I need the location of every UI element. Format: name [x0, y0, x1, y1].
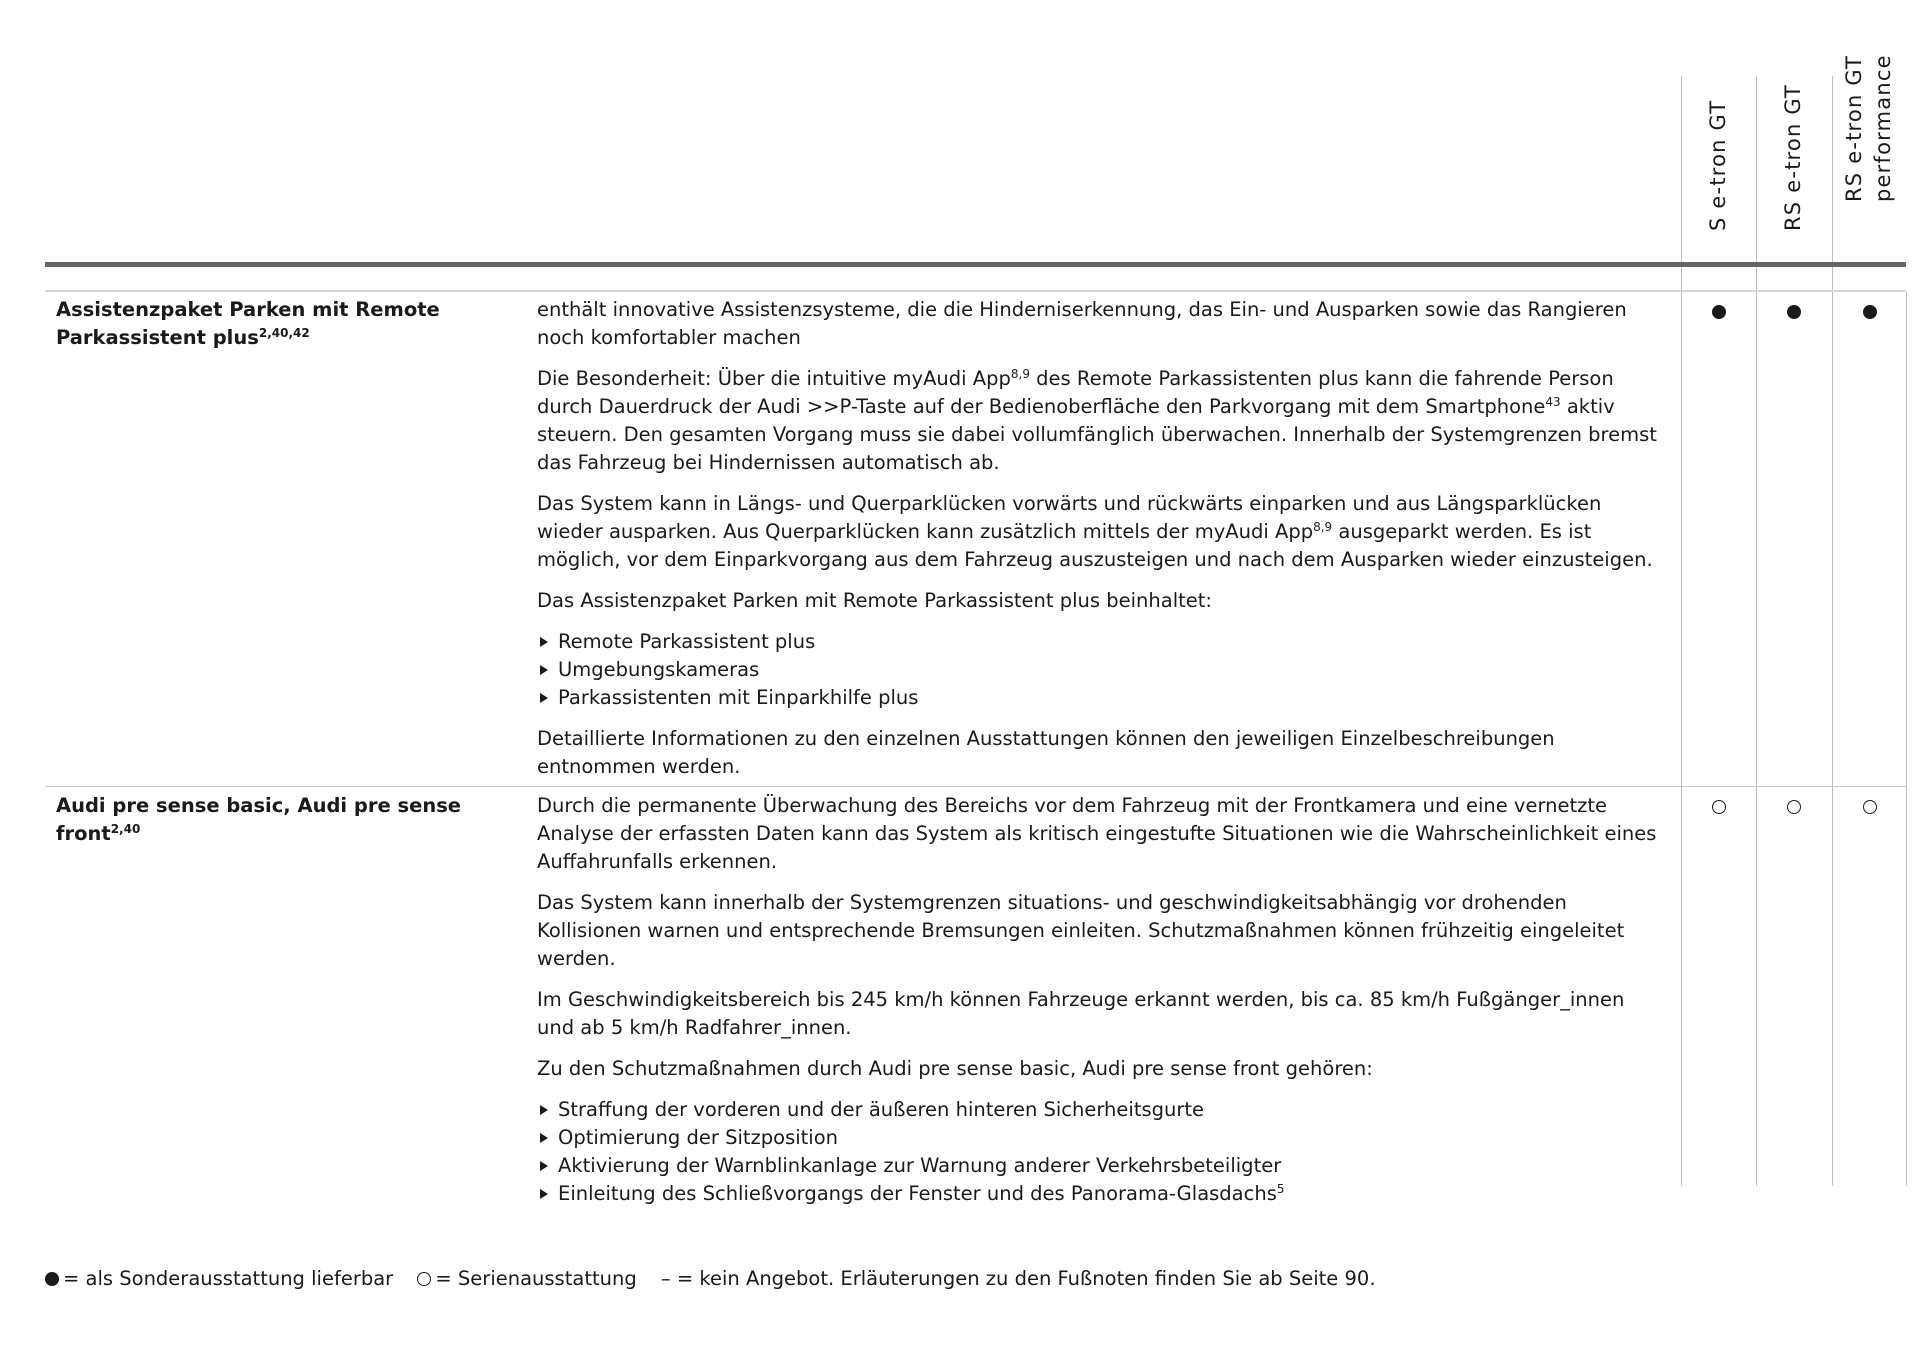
- paragraph: Das Assistenzpaket Parken mit Remote Parkassistent plus beinhaltet:: [537, 589, 1212, 612]
- availability-mark: [1863, 800, 1877, 814]
- column-divider: [1906, 292, 1907, 1186]
- list-item: Remote Parkassistent plus: [537, 628, 1662, 656]
- paragraph: Im Geschwindigkeitsbereich bis 245 km/h können Fahrzeuge erkannt werden, bis ca. 85 km/h Fußgänger_innen und ab 5 km/h Radfahrer_innen.: [537, 988, 1625, 1039]
- filled-circle-icon: [45, 1272, 59, 1286]
- column-header-rs-etron-gt: [1756, 83, 1831, 260]
- paragraph: Die Besonderheit: Über die intuitive myAudi App$^{8,9}$ des Remote Parkassistenten plus kann die fahrende Person durch Dauerdruck der Audi >>P-Taste auf der Bedienoberfläche den Parkvorgang mit dem Smartphone$^{43}$ aktiv steuern. Den gesamten Vorgang muss sie dabei vollumfänglich überwachen. Innerhalb der Systemgrenzen bremst das Fahrzeug bei Hindernissen automatisch ab.: [537, 367, 1657, 474]
- column-header-label: S e-tron GT: [1705, 99, 1730, 231]
- legend-optional: = als Sonderausstattung lieferbar: [63, 1267, 394, 1290]
- paragraph: Zu den Schutzmaßnahmen durch Audi pre sense basic, Audi pre sense front gehören:: [537, 1057, 1373, 1080]
- legend-not-available: – = kein Angebot. Erläuterungen zu den Fußnoten finden Sie ab Seite 90.: [660, 1267, 1376, 1290]
- row-description-pre-sense: [537, 792, 1662, 1221]
- column-header-line-1: RS e-tron GT: [1841, 54, 1866, 202]
- availability-mark: [1863, 305, 1877, 319]
- availability-mark: [1787, 305, 1801, 319]
- legend-standard: = Serienausstattung: [435, 1267, 637, 1290]
- row-description-assistenzpaket: [537, 296, 1662, 794]
- availability-mark: [1787, 800, 1801, 814]
- paragraph: Das System kann innerhalb der Systemgrenzen situations- und geschwindigkeitsabhängig vor drohenden Kollisionen warnen und entsprechende Bremsungen einleiten. Schutzmaßnahmen können frühzeitig eingeleitet werden.: [537, 891, 1625, 970]
- paragraph: enthält innovative Assistenzsysteme, die die Hinderniserkennung, das Ein- und Ausparken sowie das Rangieren noch komfortabler machen: [537, 298, 1627, 349]
- column-header-line-2: performance: [1870, 54, 1895, 202]
- paragraph: Detaillierte Informationen zu den einzelnen Ausstattungen können den jeweiligen Einzelbeschreibungen entnommen werden.: [537, 727, 1555, 778]
- paragraph: Das System kann in Längs- und Querparklücken vorwärts und rückwärts einparken und aus Längsparklücken wieder ausparken. Aus Querparklücken kann zusätzlich mittels der myAudi App$^{8,9}$ ausgeparkt werden. Es ist möglich, vor dem Einparkvorgang aus dem Fahrzeug auszusteigen und nach dem Ausparken wieder einzusteigen.: [537, 492, 1653, 571]
- row-title-pre-sense: Audi pre sense basic, Audi pre sense front$^{2,40}$: [56, 794, 462, 845]
- legend: [45, 1265, 1376, 1293]
- column-header-label: [1840, 54, 1898, 202]
- availability-mark: [1712, 800, 1726, 814]
- row-title-assistenzpaket: Assistenzpaket Parken mit Remote Parkassistent plus$^{2,40,42}$: [56, 298, 440, 349]
- paragraph: Durch die permanente Überwachung des Bereichs vor dem Fahrzeug mit der Frontkamera und eine vernetzte Analyse der erfassten Daten kann das System als kritisch eingestufte Situationen wie die Wahrscheinlichkeit eines Auffahrunfalls erkennen.: [537, 794, 1657, 873]
- column-header-label: RS e-tron GT: [1780, 83, 1805, 231]
- table-top-border: [45, 290, 1906, 292]
- list-item: Einleitung des Schließvorgangs der Fenster und des Panorama-Glasdachs$^5$: [537, 1180, 1662, 1208]
- bullet-list: [537, 1096, 1662, 1208]
- list-item: Optimierung der Sitzposition: [537, 1124, 1662, 1152]
- list-item: Umgebungskameras: [537, 656, 1662, 684]
- header-rule: [45, 262, 1906, 267]
- row-separator: [45, 786, 1906, 787]
- open-circle-icon: [417, 1272, 431, 1286]
- column-header-rs-etron-gt-performance: [1832, 54, 1907, 260]
- list-item: Aktivierung der Warnblinkanlage zur Warnung anderer Verkehrsbeteiligter: [537, 1152, 1662, 1180]
- availability-mark: [1712, 305, 1726, 319]
- list-item: Parkassistenten mit Einparkhilfe plus: [537, 684, 1662, 712]
- list-item: Straffung der vorderen und der äußeren hinteren Sicherheitsgurte: [537, 1096, 1662, 1124]
- column-header-s-etron-gt: [1681, 92, 1756, 260]
- bullet-list: [537, 628, 1662, 712]
